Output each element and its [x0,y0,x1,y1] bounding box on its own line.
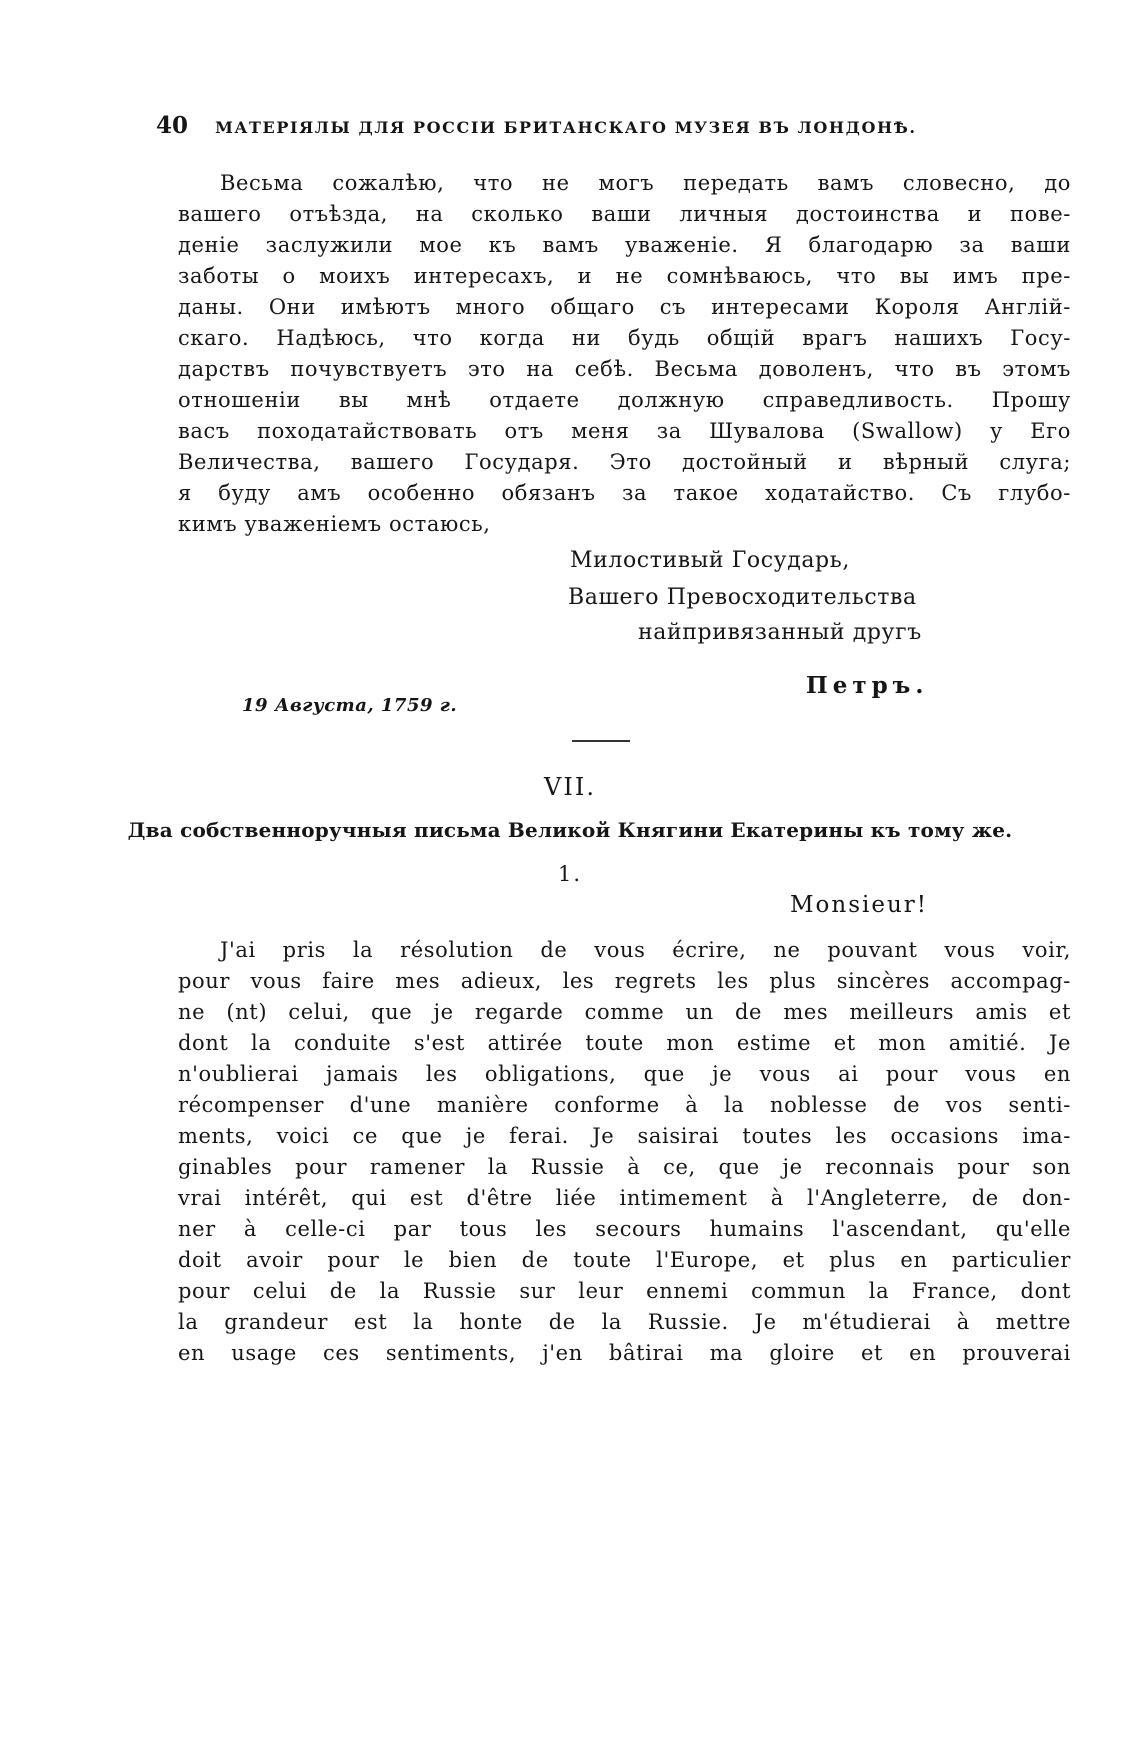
text-line: vrai intérêt, qui est d'être liée intimement à l'Angleterre, de don- [178,1186,1071,1210]
text-line: la grandeur est la honte de la Russie. Je m'étudierai à mettre [178,1310,1071,1334]
text-line: отношеніи вы мнѣ отдаете должную справедливость. Прошу [178,388,1071,412]
text-line: васъ походатайствовать отъ меня за Шувалова (Swallow) у Его [178,419,1071,443]
running-head: МАТЕРІЯЛЫ ДЛЯ РОССІИ БРИТАНСКАГО МУЗЕЯ ВЪ ЛОНДОНѢ. [215,118,917,137]
text-line: doit avoir pour le bien de toute l'Europe, et plus en particulier [178,1248,1071,1272]
text-line: даны. Они имѣютъ много общаго съ интересами Короля Англій- [178,295,1071,319]
text-line: J'ai pris la résolution de vous écrire, ne pouvant vous voir, [220,938,1071,962]
text-line: заботы о моихъ интересахъ, и не сомнѣваюсь, что вы имъ пре- [178,264,1071,288]
text-line: en usage ces sentiments, j'en bâtirai ma gloire et en prouverai [178,1341,1071,1365]
letter2-body [178,935,1071,1369]
text-line: Величества, вашего Государя. Это достойный и вѣрный слуга; [178,450,1071,474]
text-line: ner à celle-ci par tous les secours humains l'ascendant, qu'elle [178,1217,1071,1241]
closing-line: Милостивый Государь, [570,548,850,573]
text-line: pour vous faire mes adieux, les regrets les plus sincères accompag- [178,969,1071,993]
closing-line: найпривязанный другъ [638,620,922,645]
section-title: Два собственноручныя письма Великой Княгини Екатерины къ тому же. [127,818,1013,842]
text-line: вашего отъѣзда, на сколько ваши личныя достоинства и пове- [178,202,1071,226]
page-header [156,112,1076,139]
text-line: récompenser d'une manière conforme à la noblesse de vos senti- [178,1093,1071,1117]
text-line: кимъ уваженіемъ остаюсь, [178,512,491,536]
salutation: Monsieur! [790,892,929,918]
closing-line: Вашего Превосходительства [568,585,917,610]
text-line: я буду амъ особенно обязанъ за такое ходатайство. Съ глубо- [178,481,1071,505]
text-line: ginables pour ramener la Russie à ce, que je reconnais pour son [178,1155,1071,1179]
text-line: pour celui de la Russie sur leur ennemi commun la France, dont [178,1279,1071,1303]
text-line: n'oublierai jamais les obligations, que je vous ai pour vous en [178,1062,1071,1086]
letter-date: 19 Августа, 1759 г. [242,695,458,716]
text-line: ments, voici ce que je ferai. Je saisirai toutes les occasions ima- [178,1124,1071,1148]
section-number: VII. [544,773,596,801]
section-divider [572,740,630,742]
text-line: деніе заслужили мое къ вамъ уваженіе. Я благодарю за ваши [178,233,1071,257]
page-number: 40 [156,112,189,139]
text-line: дарствъ почувствуетъ это на себѣ. Весьма доволенъ, что въ этомъ [178,357,1071,381]
signature: Петръ. [806,672,929,699]
text-line: ne (nt) celui, que je regarde comme un de mes meilleurs amis et [178,1000,1071,1024]
text-line: dont la conduite s'est attirée toute mon estime et mon amitié. Je [178,1031,1071,1055]
text-line: скаго. Надѣюсь, что когда ни будь общій врагъ нашихъ Госу- [178,326,1071,350]
letter-number: 1. [557,862,583,886]
letter1-body [178,168,1071,540]
text-line: Весьма сожалѣю, что не могъ передать вамъ словесно, до [220,171,1071,195]
